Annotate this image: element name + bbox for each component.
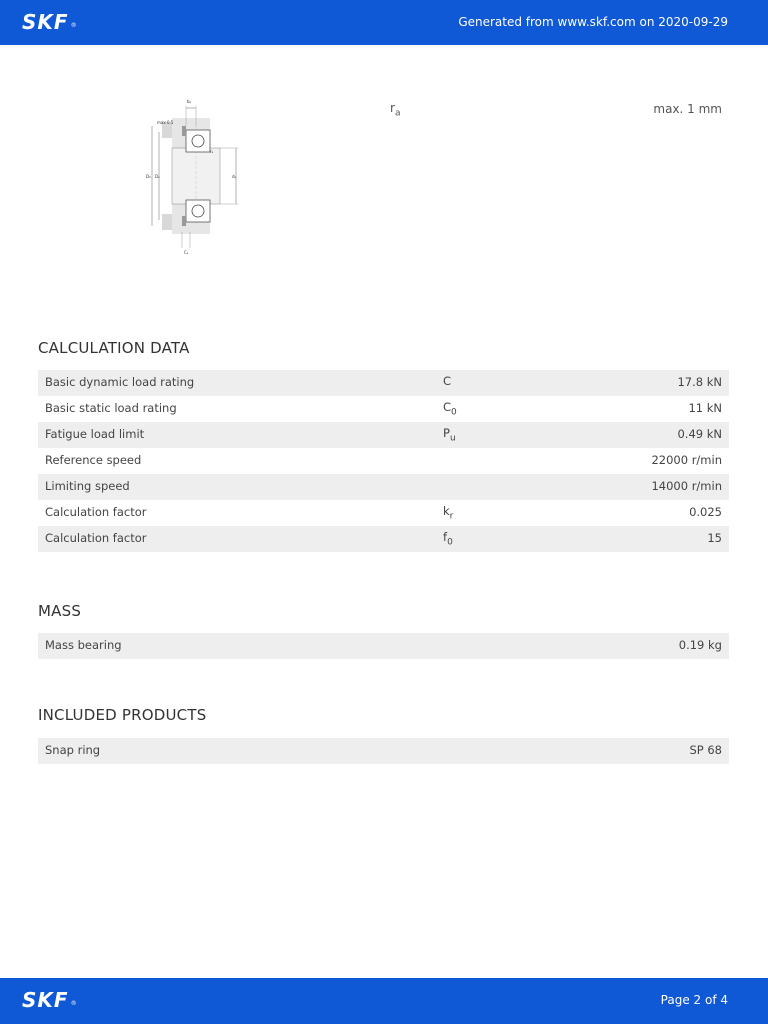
dim-label-max: max 0.5 bbox=[157, 120, 174, 125]
table-row bbox=[38, 633, 729, 659]
row-value: SP 68 bbox=[689, 743, 722, 757]
calculation-data-table bbox=[38, 370, 729, 552]
table-row bbox=[38, 396, 729, 422]
row-symbol: $k_r$ bbox=[443, 504, 454, 522]
registered-mark: ® bbox=[70, 999, 77, 1007]
param-subscript: a bbox=[394, 108, 401, 119]
row-label: Fatigue load limit bbox=[45, 427, 145, 441]
mass-title: MASS bbox=[38, 602, 82, 620]
dim-label-da-outer: Dₐ bbox=[155, 174, 160, 179]
row-value: 0.025 bbox=[689, 505, 722, 519]
row-value: 17.8 kN bbox=[677, 375, 722, 389]
table-row bbox=[38, 370, 729, 396]
row-label: Reference speed bbox=[45, 453, 142, 467]
table-row bbox=[38, 448, 729, 474]
row-label: Calculation factor bbox=[45, 505, 147, 519]
header-bar bbox=[0, 0, 768, 45]
mass-table bbox=[38, 633, 729, 659]
generated-note: Generated from www.skf.com on 2020-09-29 bbox=[458, 15, 728, 29]
param-ra-symbol bbox=[390, 101, 400, 118]
param-ra-value: max. 1 mm bbox=[653, 102, 722, 116]
row-value: 0.49 kN bbox=[677, 427, 722, 441]
dim-label-b: bₐ bbox=[187, 99, 192, 104]
table-row bbox=[38, 422, 729, 448]
logo-text: SKF bbox=[22, 10, 69, 34]
footer-bar bbox=[0, 978, 768, 1024]
registered-mark: ® bbox=[70, 21, 77, 29]
table-row bbox=[38, 738, 729, 764]
row-symbol: $f_0$ bbox=[443, 530, 453, 548]
param-symbol: r bbox=[390, 101, 395, 115]
dim-label-ca: Cₐ bbox=[184, 250, 189, 255]
dim-label-ra: rₐ bbox=[210, 149, 214, 154]
dim-label-db: Dₕ bbox=[146, 174, 151, 179]
bearing-mounting-drawing bbox=[144, 96, 242, 256]
dim-label-da: dₐ bbox=[232, 174, 237, 179]
row-value: 22000 r/min bbox=[651, 453, 722, 467]
skf-logo bbox=[22, 12, 77, 32]
row-label: Basic dynamic load rating bbox=[45, 375, 195, 389]
row-label: Limiting speed bbox=[45, 479, 130, 493]
row-label: Calculation factor bbox=[45, 531, 147, 545]
calculation-data-title: CALCULATION DATA bbox=[38, 339, 190, 357]
row-value: 15 bbox=[707, 531, 722, 545]
page-number: Page 2 of 4 bbox=[660, 993, 728, 1007]
table-row bbox=[38, 500, 729, 526]
skf-logo-footer bbox=[22, 990, 77, 1010]
row-symbol: C bbox=[443, 374, 452, 388]
included-products-title: INCLUDED PRODUCTS bbox=[38, 706, 207, 724]
row-symbol: $P_u$ bbox=[443, 426, 456, 444]
row-value: 11 kN bbox=[688, 401, 722, 415]
row-symbol: $C_0$ bbox=[443, 400, 457, 418]
row-label: Snap ring bbox=[45, 743, 101, 757]
table-row bbox=[38, 526, 729, 552]
table-row bbox=[38, 474, 729, 500]
row-label: Basic static load rating bbox=[45, 401, 177, 415]
row-value: 14000 r/min bbox=[651, 479, 722, 493]
included-products-table bbox=[38, 738, 729, 764]
row-value: 0.19 kg bbox=[678, 638, 722, 652]
logo-text: SKF bbox=[22, 988, 69, 1012]
row-label: Mass bearing bbox=[45, 638, 122, 652]
